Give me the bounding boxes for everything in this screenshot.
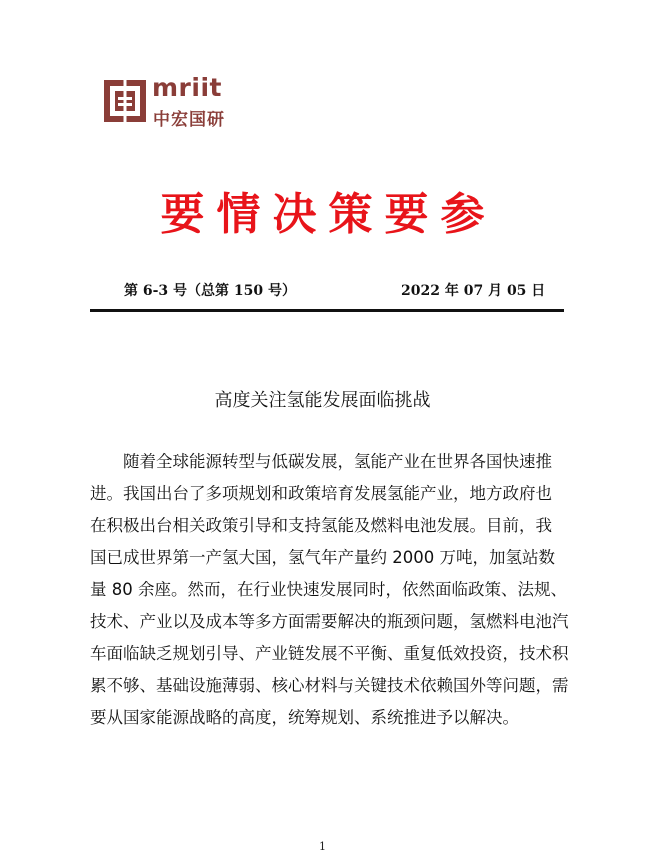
logo-text-cn: 中宏国研 [153,110,225,130]
masthead-title: 要情决策要参 [160,189,497,240]
article-line: 量 80 余座。然而，在行业快速发展同时，依然面临政策、法规、 [90,580,567,599]
logo-text-en: mriit [152,73,222,102]
article-line: 进。我国出台了多项规划和政策培育发展氢能产业，地方政府也 [90,484,552,503]
article-line: 累不够、基础设施薄弱、核心材料与关键技术依赖国外等问题，需 [90,676,569,695]
article-line: 技术、产业以及成本等多方面需要解决的瓶颈问题，氢燃料电池汽 [90,612,569,631]
article-line: 随着全球能源转型与低碳发展，氢能产业在世界各国快速推 [123,452,552,471]
header-rule [90,309,564,312]
issue-number: 第 6-3 号（总第 150 号） [124,283,297,299]
issue-date: 2022 年 07 月 05 日 [401,283,546,299]
article-line: 国已成世界第一产氢大国，氢气年产量约 2000 万吨，加氢站数 [90,548,555,567]
article-title: 高度关注氢能发展面临挑战 [214,390,431,411]
article-line: 车面临缺乏规划引导、产业链发展不平衡、重复低效投资，技术积 [90,644,569,663]
article-line: 要从国家能源战略的高度，统筹规划、系统推进予以解决。 [90,708,519,727]
page-number: 1 [319,840,326,853]
mriit-logo-mark-icon [103,79,147,123]
article-line: 在积极出台相关政策引导和支持氢能及燃料电池发展。目前，我 [90,516,552,535]
logo [103,73,243,130]
